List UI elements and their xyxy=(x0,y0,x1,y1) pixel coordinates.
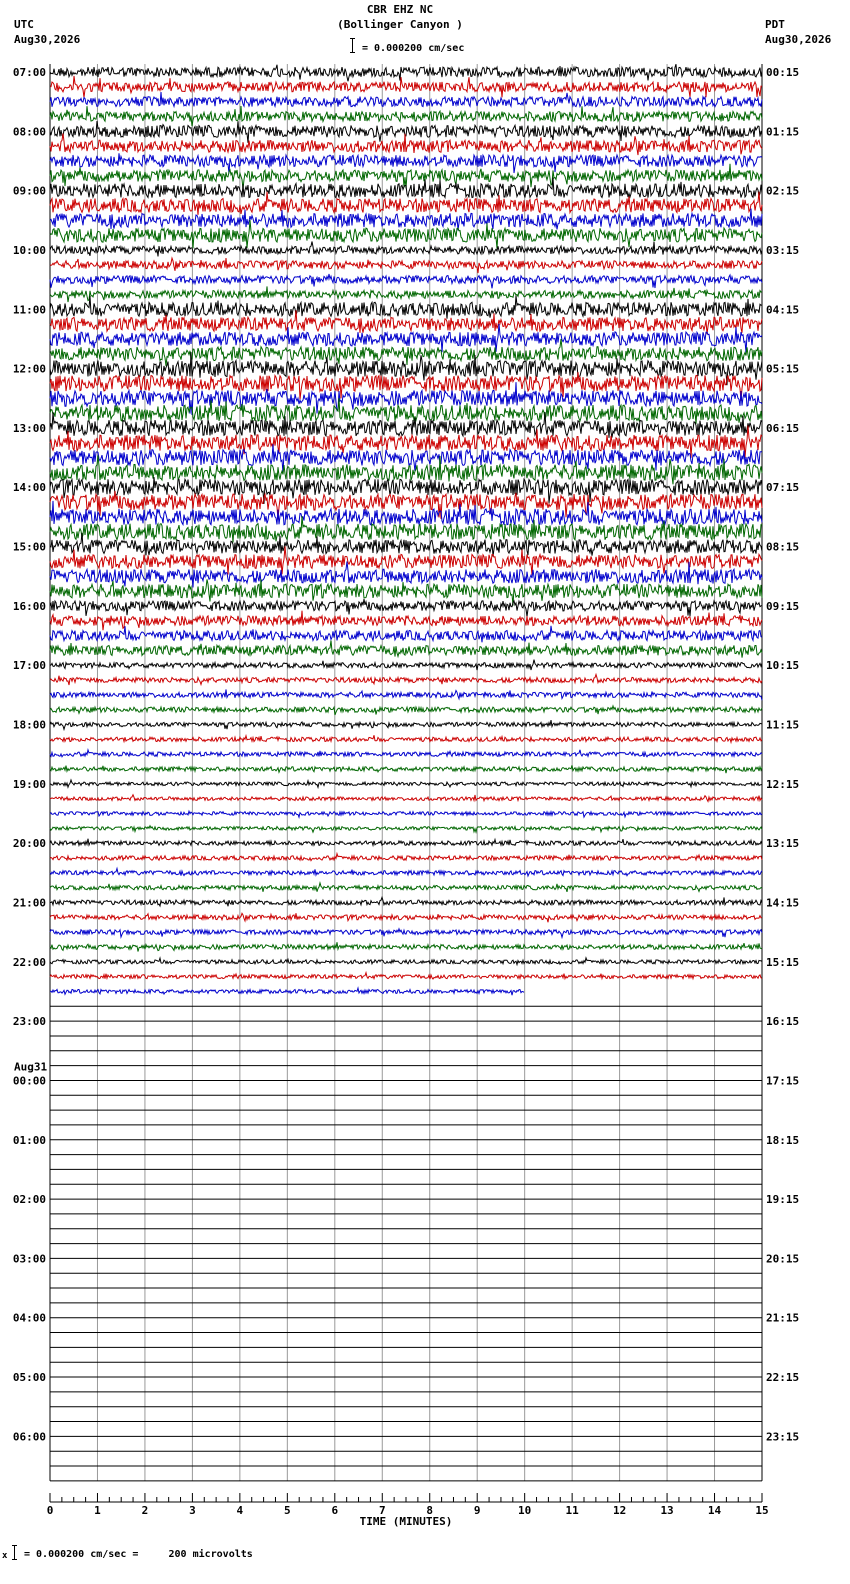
seismic-trace xyxy=(50,76,762,98)
pdt-hour-label: 08:15 xyxy=(766,540,800,554)
utc-hour-label: 00:00 xyxy=(12,1074,46,1088)
seismic-trace xyxy=(50,706,762,715)
pdt-hour-label: 07:15 xyxy=(766,481,800,495)
utc-hour-label: 02:00 xyxy=(12,1193,46,1207)
seismic-trace xyxy=(50,690,762,701)
x-tick-label: 8 xyxy=(426,1504,434,1517)
x-tick-label: 14 xyxy=(707,1504,722,1517)
seismic-trace xyxy=(50,296,762,319)
seismic-trace xyxy=(50,854,762,861)
x-tick-label: 1 xyxy=(94,1504,101,1517)
utc-hour-label: 20:00 xyxy=(12,837,46,851)
x-tick-label: 13 xyxy=(660,1504,674,1517)
utc-hour-label: 04:00 xyxy=(12,1311,46,1325)
seismic-trace xyxy=(50,929,762,938)
seismic-trace xyxy=(50,958,762,965)
seismic-trace xyxy=(50,242,762,257)
x-tick-label: 7 xyxy=(378,1504,386,1517)
seismic-trace xyxy=(50,220,762,249)
pdt-hour-label: 12:15 xyxy=(766,777,800,791)
pdt-hour-label: 00:15 xyxy=(766,66,800,79)
x-tick-label: 0 xyxy=(46,1504,54,1517)
utc-hour-label: 14:00 xyxy=(12,481,46,495)
x-tick-label: 9 xyxy=(473,1504,481,1517)
pdt-hour-label: 05:15 xyxy=(766,362,800,376)
seismic-trace xyxy=(50,626,762,643)
pdt-hour-label: 16:15 xyxy=(766,1015,800,1029)
seismic-trace xyxy=(50,675,762,686)
seismic-trace xyxy=(50,765,762,773)
x-tick-label: 10 xyxy=(518,1504,532,1517)
utc-date: Aug30,2026 xyxy=(14,33,81,46)
footer-scale-text: = 0.000200 cm/sec = 200 microvolts xyxy=(24,1549,253,1560)
seismic-trace xyxy=(50,660,762,671)
seismic-trace xyxy=(50,973,762,979)
station-title: CBR EHZ NC xyxy=(366,3,434,16)
pdt-hour-label: 17:15 xyxy=(766,1074,800,1088)
seismic-trace xyxy=(50,209,762,231)
utc-hour-label: 01:00 xyxy=(12,1133,46,1147)
station-location: (Bollinger Canyon ) xyxy=(337,18,463,31)
pdt-hour-label: 23:15 xyxy=(766,1430,800,1444)
footer-mark-icon: x xyxy=(2,1551,8,1561)
x-tick-label: 5 xyxy=(284,1504,291,1517)
seismic-trace xyxy=(50,579,762,605)
seismic-trace xyxy=(50,897,762,906)
seismic-trace xyxy=(50,64,762,81)
pdt-hour-label: 03:15 xyxy=(766,243,800,257)
seismic-trace xyxy=(50,533,762,557)
seismic-trace xyxy=(50,426,762,458)
pdt-hour-label: 06:15 xyxy=(766,421,800,435)
pdt-hour-label: 19:15 xyxy=(766,1193,800,1207)
pdt-hour-label: 15:15 xyxy=(766,955,800,969)
utc-hour-label: 13:00 xyxy=(12,421,46,435)
seismic-trace xyxy=(50,641,762,658)
utc-hour-label: 09:00 xyxy=(12,184,46,198)
pdt-date: Aug30,2026 xyxy=(765,33,832,46)
pdt-hour-label: 02:15 xyxy=(766,184,800,198)
x-tick-label: 6 xyxy=(331,1504,339,1517)
pdt-hour-label: 18:15 xyxy=(766,1133,800,1147)
utc-hour-label: 17:00 xyxy=(12,659,46,673)
utc-hour-label: 19:00 xyxy=(12,777,46,791)
seismic-trace xyxy=(50,869,762,877)
utc-hour-label: 21:00 xyxy=(12,896,46,910)
utc-hour-label: 18:00 xyxy=(12,718,46,732)
pdt-hour-label: 10:15 xyxy=(766,659,800,673)
seismic-trace xyxy=(50,178,762,198)
utc-hour-label: 15:00 xyxy=(12,540,46,554)
seismic-trace xyxy=(50,258,762,273)
seismic-trace xyxy=(50,942,762,951)
seismic-trace xyxy=(50,780,762,787)
pdt-hour-label: 22:15 xyxy=(766,1371,800,1385)
pdt-hour-label: 20:15 xyxy=(766,1252,800,1266)
seismic-trace xyxy=(50,735,762,742)
seismic-trace xyxy=(50,811,762,817)
seismic-trace xyxy=(50,795,762,802)
utc-hour-label: 12:00 xyxy=(12,362,46,376)
seismic-trace xyxy=(50,839,762,846)
footer-scale-bar-icon xyxy=(12,1545,17,1560)
x-tick-label: 15 xyxy=(755,1504,769,1517)
seismic-trace xyxy=(50,546,762,575)
seismic-trace xyxy=(50,599,762,617)
seismic-trace xyxy=(50,133,762,155)
utc-hour-label: 03:00 xyxy=(12,1252,46,1266)
date-change-label: Aug31 xyxy=(14,1060,48,1074)
seismic-trace xyxy=(50,106,762,126)
scale-label: = 0.000200 cm/sec xyxy=(362,43,465,54)
seismic-trace xyxy=(50,750,762,757)
pdt-hour-label: 11:15 xyxy=(766,718,800,732)
seismic-trace xyxy=(50,826,762,832)
utc-hour-label: 16:00 xyxy=(12,599,46,613)
utc-hour-label: 22:00 xyxy=(12,955,46,969)
seismic-trace xyxy=(50,324,762,353)
utc-hour-label: 11:00 xyxy=(12,303,46,317)
seismic-trace xyxy=(50,274,762,288)
utc-hour-label: 05:00 xyxy=(12,1371,46,1385)
x-tick-label: 12 xyxy=(612,1504,627,1517)
pdt-hour-label: 13:15 xyxy=(766,837,800,851)
x-tick-label: 4 xyxy=(236,1504,244,1517)
x-tick-label: 2 xyxy=(141,1504,149,1517)
seismic-trace xyxy=(50,286,762,302)
pdt-hour-label: 21:15 xyxy=(766,1311,800,1325)
seismic-trace xyxy=(50,121,762,143)
utc-hour-label: 06:00 xyxy=(12,1430,46,1444)
pdt-label: PDT xyxy=(765,18,785,31)
pdt-hour-label: 09:15 xyxy=(766,599,800,613)
utc-hour-label: 10:00 xyxy=(12,243,46,257)
x-tick-label: 3 xyxy=(189,1504,196,1517)
utc-hour-label: 23:00 xyxy=(12,1015,46,1029)
seismic-trace xyxy=(50,92,762,107)
seismic-trace xyxy=(50,192,762,215)
x-axis-label: TIME (MINUTES) xyxy=(359,1515,453,1528)
utc-hour-label: 08:00 xyxy=(12,125,46,139)
seismic-trace xyxy=(50,883,762,892)
seismic-trace xyxy=(50,611,762,631)
x-tick-label: 11 xyxy=(565,1504,579,1517)
utc-label: UTC xyxy=(14,18,34,31)
utc-hour-label: 07:00 xyxy=(12,66,46,79)
pdt-hour-label: 04:15 xyxy=(766,303,800,317)
seismic-trace xyxy=(50,913,762,922)
pdt-hour-label: 14:15 xyxy=(766,896,800,910)
pdt-hour-label: 01:15 xyxy=(766,125,800,139)
seismic-trace xyxy=(50,720,762,729)
